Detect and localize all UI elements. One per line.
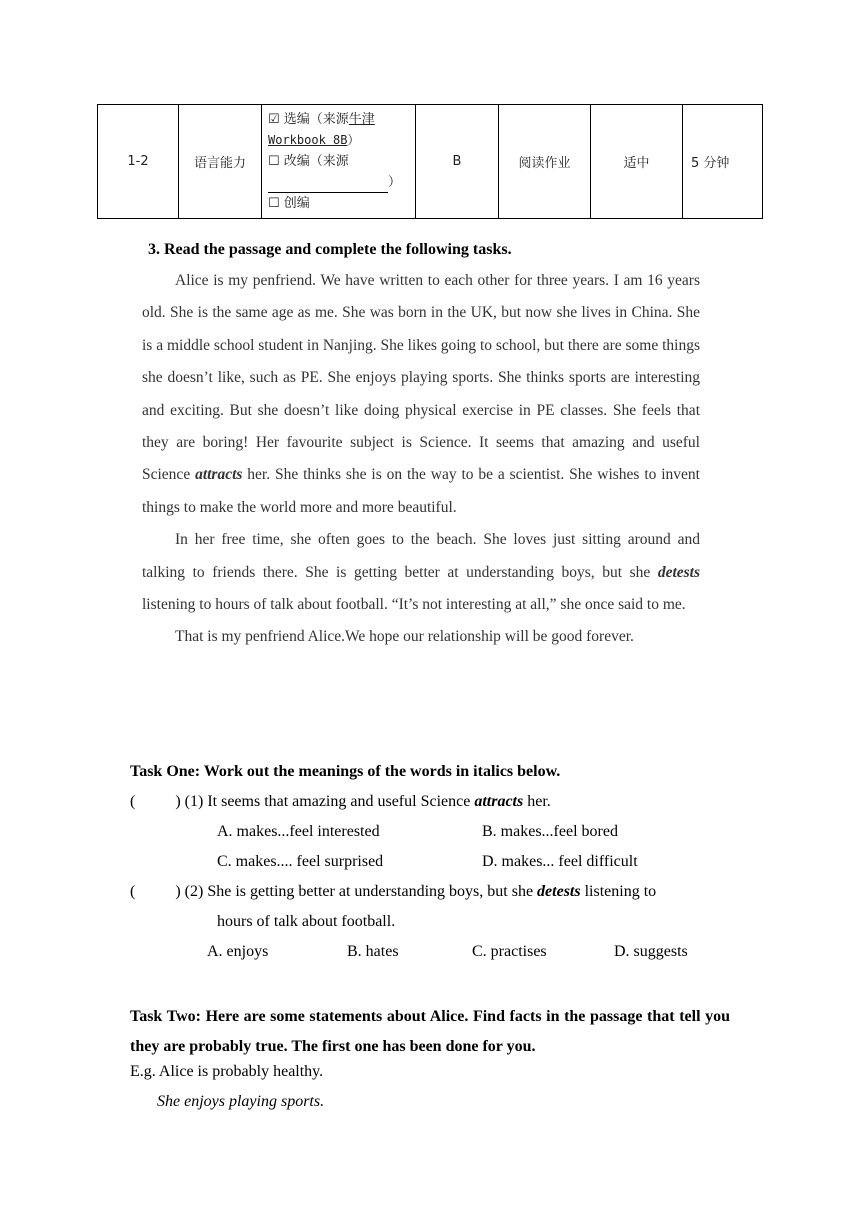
- passage-paragraph-1: [142, 265, 700, 524]
- q1-option-a: A. makes...feel interested: [217, 823, 380, 840]
- source-book: Workbook 8B: [268, 133, 348, 147]
- answer-blank[interactable]: ( ): [130, 793, 181, 810]
- italic-word-detests: detests: [537, 883, 581, 900]
- option-created: [268, 193, 409, 214]
- q1-option-c: C. makes.... feel surprised: [217, 853, 384, 870]
- task-two-example: E.g. Alice is probably healthy.: [130, 1063, 324, 1080]
- q2-option-b: B. hates: [347, 943, 399, 960]
- passage-text: Alice is my penfriend. We have written to each other for three years. I am 16 years old. She is the same age as me. She was born in the UK, but now she lives in China. She is a middle school student in Nanjing. She likes going to school, but there are some things she doesn’t like, such as PE. She enjoys playing sports. She thinks sports are interesting and exciting. But she doesn’t like doing physical exercise in PE classes. She feels that they are boring! Her favourite subject is Science. It seems that amazing and useful Science: [142, 272, 700, 484]
- table-cell-level: B: [416, 105, 499, 219]
- italic-word-detests: detests: [657, 563, 700, 581]
- checked-box-icon: ☑: [268, 112, 280, 127]
- table-cell-source-options: [262, 105, 416, 219]
- table-cell-difficulty: 适中: [591, 105, 683, 219]
- task-two-example-answer: She enjoys playing sports.: [157, 1093, 325, 1110]
- table-cell-ability: 语言能力: [179, 105, 262, 219]
- table-cell-number: 1-2: [98, 105, 179, 219]
- reading-passage: [142, 265, 700, 654]
- option-label: 改编（来源: [279, 154, 349, 169]
- passage-text: listening to hours of talk about football. “It’s not interesting at all,” she once said to me.: [142, 596, 686, 614]
- option-selected: [268, 109, 409, 130]
- question-2: [130, 883, 656, 901]
- passage-paragraph-3: That is my penfriend Alice.We hope our relationship will be good forever.: [175, 628, 634, 646]
- task-one-title: Task One: Work out the meanings of the words in italics below.: [130, 763, 561, 780]
- option-label: 选编（来源: [279, 112, 349, 127]
- option-label: 创编: [279, 196, 310, 211]
- answer-blank[interactable]: ( ): [130, 883, 181, 900]
- option-adapted: [268, 151, 409, 172]
- question-1: [130, 793, 551, 811]
- source-name: 牛津: [348, 112, 375, 127]
- q2-option-c: C. practises: [472, 943, 547, 960]
- q1-option-b: B. makes...feel bored: [482, 823, 618, 840]
- question-text: (2) She is getting better at understanding boys, but she: [180, 883, 538, 900]
- question-text: listening to: [580, 883, 657, 900]
- option-source-line: [268, 130, 409, 151]
- italic-word-attracts: attracts: [474, 793, 524, 810]
- unchecked-box-icon: ☐: [268, 154, 280, 169]
- passage-text: In her free time, she often goes to the beach. She loves just sitting around and talking to friends there. She is getting better at understanding boys, but she: [142, 531, 700, 581]
- task-two-title: Task Two: Here are some statements about Alice. Find facts in the passage that tell you they are probably true. The first one has been done for you.: [130, 1008, 730, 1055]
- unchecked-box-icon: ☐: [268, 196, 280, 211]
- option-blank-line: [268, 172, 409, 193]
- blank-underline: [268, 178, 388, 193]
- paren-close: ）: [388, 175, 402, 190]
- table-cell-duration: 5 分钟: [683, 105, 763, 219]
- paren-close: ）: [347, 133, 360, 147]
- q1-option-d: D. makes... feel difficult: [482, 853, 638, 870]
- question-text: (1) It seems that amazing and useful Science: [180, 793, 475, 810]
- passage-text: her. She thinks she is on the way to be a scientist. She wishes to invent things to make the world more and more beautiful.: [142, 466, 700, 516]
- table-cell-type: 阅读作业: [499, 105, 591, 219]
- table-row: [98, 105, 763, 219]
- question-text: her.: [523, 793, 551, 810]
- question-2-continued: hours of talk about football.: [217, 913, 396, 930]
- assignment-info-table: [97, 104, 763, 219]
- q2-option-a: A. enjoys: [207, 943, 269, 960]
- italic-word-attracts: attracts: [195, 466, 243, 484]
- passage-paragraph-2: [142, 524, 700, 621]
- q2-option-d: D. suggests: [614, 943, 688, 960]
- section-title: 3. Read the passage and complete the following tasks.: [148, 241, 512, 258]
